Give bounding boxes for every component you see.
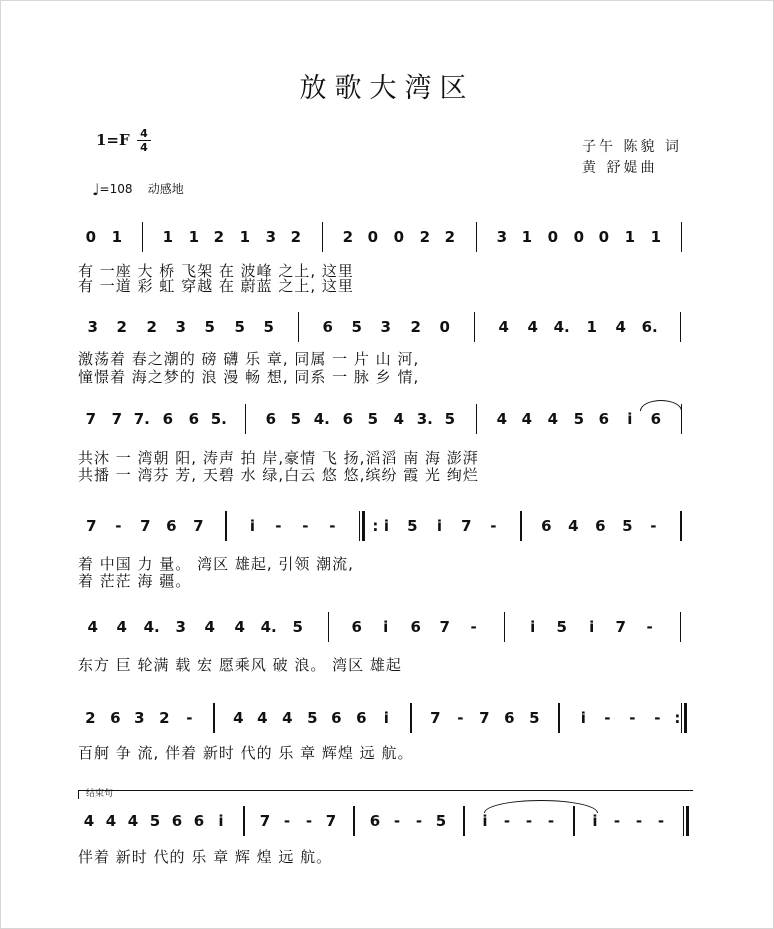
system-5-lyric-1: 东方 巨 轮满 载 宏 愿乘风 破 浪。 湾区 雄起 xyxy=(78,656,402,674)
barline xyxy=(463,806,465,836)
note: 5 xyxy=(622,517,633,535)
note: 4. xyxy=(553,318,570,336)
barline xyxy=(520,511,522,541)
system-6-lyric-1: 百舸 争 流, 伴着 新时 代的 乐 章 辉煌 远 航。 xyxy=(78,744,414,762)
note: 7 xyxy=(86,517,97,535)
note: 2 xyxy=(410,318,421,336)
barline xyxy=(681,404,683,434)
system-1-lyric-2: 有 一道 彩 虹 穿越 在 蔚蓝 之上, 这里 xyxy=(78,277,354,295)
time-signature xyxy=(137,128,151,153)
note: 6 xyxy=(369,812,381,830)
note: 5 xyxy=(149,812,161,830)
note: - xyxy=(302,517,309,535)
tempo-style: 动感地 xyxy=(147,182,184,196)
note: 6 xyxy=(650,410,662,428)
barline xyxy=(558,703,560,733)
system-7-notes xyxy=(78,812,698,836)
barline xyxy=(476,404,478,434)
note: 7 xyxy=(479,709,490,727)
note: i xyxy=(383,517,389,535)
note: 7 xyxy=(111,410,123,428)
note: - xyxy=(283,812,291,830)
note: 4. xyxy=(143,618,160,636)
barline xyxy=(298,312,300,342)
note: 0 xyxy=(598,228,610,246)
note: 4 xyxy=(87,618,98,636)
note: 4 xyxy=(615,318,626,336)
note: 3 xyxy=(175,318,186,336)
note: 3 xyxy=(496,228,508,246)
system-3-lyric-2: 共播 一 湾芬 芳, 天碧 水 绿,白云 悠 悠,缤纷 霞 光 绚烂 xyxy=(78,466,479,484)
note: 1 xyxy=(624,228,636,246)
note: i xyxy=(627,410,633,428)
note: - xyxy=(654,709,661,727)
note: 3 xyxy=(265,228,277,246)
barline xyxy=(681,222,683,252)
note: 6 xyxy=(541,517,552,535)
note: 7 xyxy=(85,410,97,428)
note: 6 xyxy=(322,318,333,336)
note: 7 xyxy=(259,812,271,830)
note: 5 xyxy=(234,318,245,336)
note: - xyxy=(650,517,657,535)
barline xyxy=(476,222,478,252)
note: - xyxy=(457,709,464,727)
tempo-marking xyxy=(92,180,184,199)
note: 4 xyxy=(496,410,508,428)
system-3-notes xyxy=(78,410,698,434)
note: 4 xyxy=(234,618,245,636)
note: 5 xyxy=(292,618,303,636)
system-6-notes xyxy=(78,709,698,733)
note: 5 xyxy=(263,318,274,336)
barline xyxy=(142,222,144,252)
note: 6 xyxy=(410,618,421,636)
note: i xyxy=(482,812,488,830)
note: - xyxy=(329,517,336,535)
song-title: 放歌大湾区 xyxy=(299,73,475,104)
note: 7. xyxy=(133,410,150,428)
ending-label: 结束句 xyxy=(86,789,114,799)
note: - xyxy=(186,709,193,727)
note: 4 xyxy=(568,517,579,535)
note: - xyxy=(547,812,555,830)
note: - xyxy=(629,709,636,727)
note: 7 xyxy=(325,812,337,830)
note: i xyxy=(530,618,536,636)
note: 5 xyxy=(290,410,302,428)
barline xyxy=(243,806,245,836)
note: - xyxy=(275,517,282,535)
note: 4 xyxy=(204,618,215,636)
note: 2 xyxy=(419,228,431,246)
note: 5 xyxy=(444,410,456,428)
barline xyxy=(573,806,575,836)
note: 1 xyxy=(162,228,174,246)
note: 2 xyxy=(444,228,456,246)
note: 5 xyxy=(556,618,567,636)
note: 6 xyxy=(193,812,205,830)
note: i xyxy=(383,709,389,727)
note: - xyxy=(646,618,653,636)
barline xyxy=(504,612,506,642)
barline xyxy=(225,511,227,541)
barline xyxy=(410,703,412,733)
lyricist-credit: 子午 陈貌 词 xyxy=(582,139,682,155)
note: 1 xyxy=(650,228,662,246)
repeat-sign: : xyxy=(372,517,379,535)
barline xyxy=(213,703,215,733)
note: 6 xyxy=(595,517,606,535)
note: 5 xyxy=(367,410,379,428)
note: 6 xyxy=(351,618,362,636)
note: - xyxy=(503,812,511,830)
system-5-notes xyxy=(78,618,698,642)
note: 6 xyxy=(598,410,610,428)
note: 4 xyxy=(527,318,538,336)
note: 0 xyxy=(547,228,559,246)
note: 4 xyxy=(521,410,533,428)
note: 3 xyxy=(87,318,98,336)
note: 7 xyxy=(193,517,204,535)
note: 1 xyxy=(239,228,251,246)
note: 4 xyxy=(257,709,268,727)
system-2-lyric-1: 激荡着 春之潮的 磅 礴 乐 章, 同属 一 片 山 河, xyxy=(78,350,420,368)
barline xyxy=(474,312,476,342)
note: 3 xyxy=(175,618,186,636)
tempo-bpm: =108 xyxy=(99,182,133,196)
meter-bottom: 4 xyxy=(140,141,148,154)
system-4-lyric-1: 着 中国 力 量。 湾区 雄起, 引领 潮流, xyxy=(78,555,354,573)
note: 6 xyxy=(331,709,342,727)
note: 7 xyxy=(430,709,441,727)
note: 5. xyxy=(210,410,227,428)
note: 3 xyxy=(134,709,145,727)
note: - xyxy=(604,709,611,727)
note: 0 xyxy=(367,228,379,246)
barline xyxy=(683,806,689,836)
note: i xyxy=(249,517,255,535)
note: 5 xyxy=(351,318,362,336)
note: 0 xyxy=(393,228,405,246)
note: i xyxy=(218,812,224,830)
note: - xyxy=(393,812,401,830)
note: 2 xyxy=(342,228,354,246)
note: 4 xyxy=(393,410,405,428)
note: 4 xyxy=(83,812,95,830)
system-4-lyric-2: 着 茫茫 海 疆。 xyxy=(78,572,192,590)
note: 6 xyxy=(162,410,174,428)
note: - xyxy=(305,812,313,830)
barline xyxy=(680,612,682,642)
repeat-sign: : xyxy=(674,709,681,727)
note: 6. xyxy=(641,318,658,336)
barline xyxy=(322,222,324,252)
note: 0 xyxy=(439,318,450,336)
note: 4. xyxy=(313,410,330,428)
meter-top: 4 xyxy=(140,127,148,140)
barline xyxy=(680,312,682,342)
note: 2 xyxy=(116,318,127,336)
note: 4 xyxy=(233,709,244,727)
note: 2 xyxy=(146,318,157,336)
note: 2 xyxy=(85,709,96,727)
system-3-lyric-1: 共沐 一 湾朝 阳, 涛声 拍 岸,豪情 飞 扬,滔滔 南 海 澎湃 xyxy=(78,449,479,467)
barline xyxy=(353,806,355,836)
note: 3. xyxy=(416,410,433,428)
note: 6 xyxy=(188,410,200,428)
note: - xyxy=(613,812,621,830)
note: 1 xyxy=(521,228,533,246)
note: - xyxy=(415,812,423,830)
note: 7 xyxy=(615,618,626,636)
note: 7 xyxy=(140,517,151,535)
system-1-notes xyxy=(78,228,698,252)
note: 5 xyxy=(435,812,447,830)
note: 7 xyxy=(439,618,450,636)
note: 4. xyxy=(260,618,277,636)
composer-credit: 黄 舒媞曲 xyxy=(582,160,658,176)
note: 6 xyxy=(342,410,354,428)
system-2-lyric-2: 憧憬着 海之梦的 浪 漫 畅 想, 同系 一 脉 乡 情, xyxy=(78,368,420,386)
note: 1 xyxy=(111,228,123,246)
note: 6 xyxy=(265,410,277,428)
note: 6 xyxy=(171,812,183,830)
note: - xyxy=(657,812,665,830)
note: - xyxy=(490,517,497,535)
note: i xyxy=(436,517,442,535)
note: 6 xyxy=(504,709,515,727)
note: 6 xyxy=(110,709,121,727)
note: i xyxy=(383,618,389,636)
note: 5 xyxy=(204,318,215,336)
note: 3 xyxy=(380,318,391,336)
note: 2 xyxy=(213,228,225,246)
note: 5 xyxy=(407,517,418,535)
note: 4 xyxy=(116,618,127,636)
barline xyxy=(245,404,247,434)
note: - xyxy=(470,618,477,636)
note: 2 xyxy=(159,709,170,727)
system-1-lyric-1: 有 一座 大 桥 飞架 在 波峰 之上, 这里 xyxy=(78,262,354,280)
note: 6 xyxy=(356,709,367,727)
note: 4 xyxy=(547,410,559,428)
note: 4 xyxy=(127,812,139,830)
system-7-lyric-1: 伴着 新时 代的 乐 章 辉 煌 远 航。 xyxy=(78,848,333,866)
ending-bracket xyxy=(78,790,693,799)
note: - xyxy=(635,812,643,830)
note: 7 xyxy=(461,517,472,535)
note: 1 xyxy=(586,318,597,336)
note: 4 xyxy=(282,709,293,727)
note: 0 xyxy=(573,228,585,246)
system-4-notes xyxy=(78,517,698,541)
note: 1 xyxy=(188,228,200,246)
system-2-notes xyxy=(78,318,698,342)
note: 5 xyxy=(307,709,318,727)
note: i xyxy=(589,618,595,636)
note: 4 xyxy=(105,812,117,830)
note: 6 xyxy=(166,517,177,535)
key-signature: 1=F xyxy=(96,131,130,149)
note: 0 xyxy=(85,228,97,246)
barline xyxy=(328,612,330,642)
note: 2 xyxy=(290,228,302,246)
quarter-note-icon: ♩ xyxy=(92,180,100,199)
barline xyxy=(680,511,682,541)
note: 5 xyxy=(573,410,585,428)
note: i xyxy=(580,709,586,727)
note: - xyxy=(525,812,533,830)
note: 4 xyxy=(498,318,509,336)
note: - xyxy=(115,517,122,535)
note: i xyxy=(592,812,598,830)
note: 5 xyxy=(529,709,540,727)
